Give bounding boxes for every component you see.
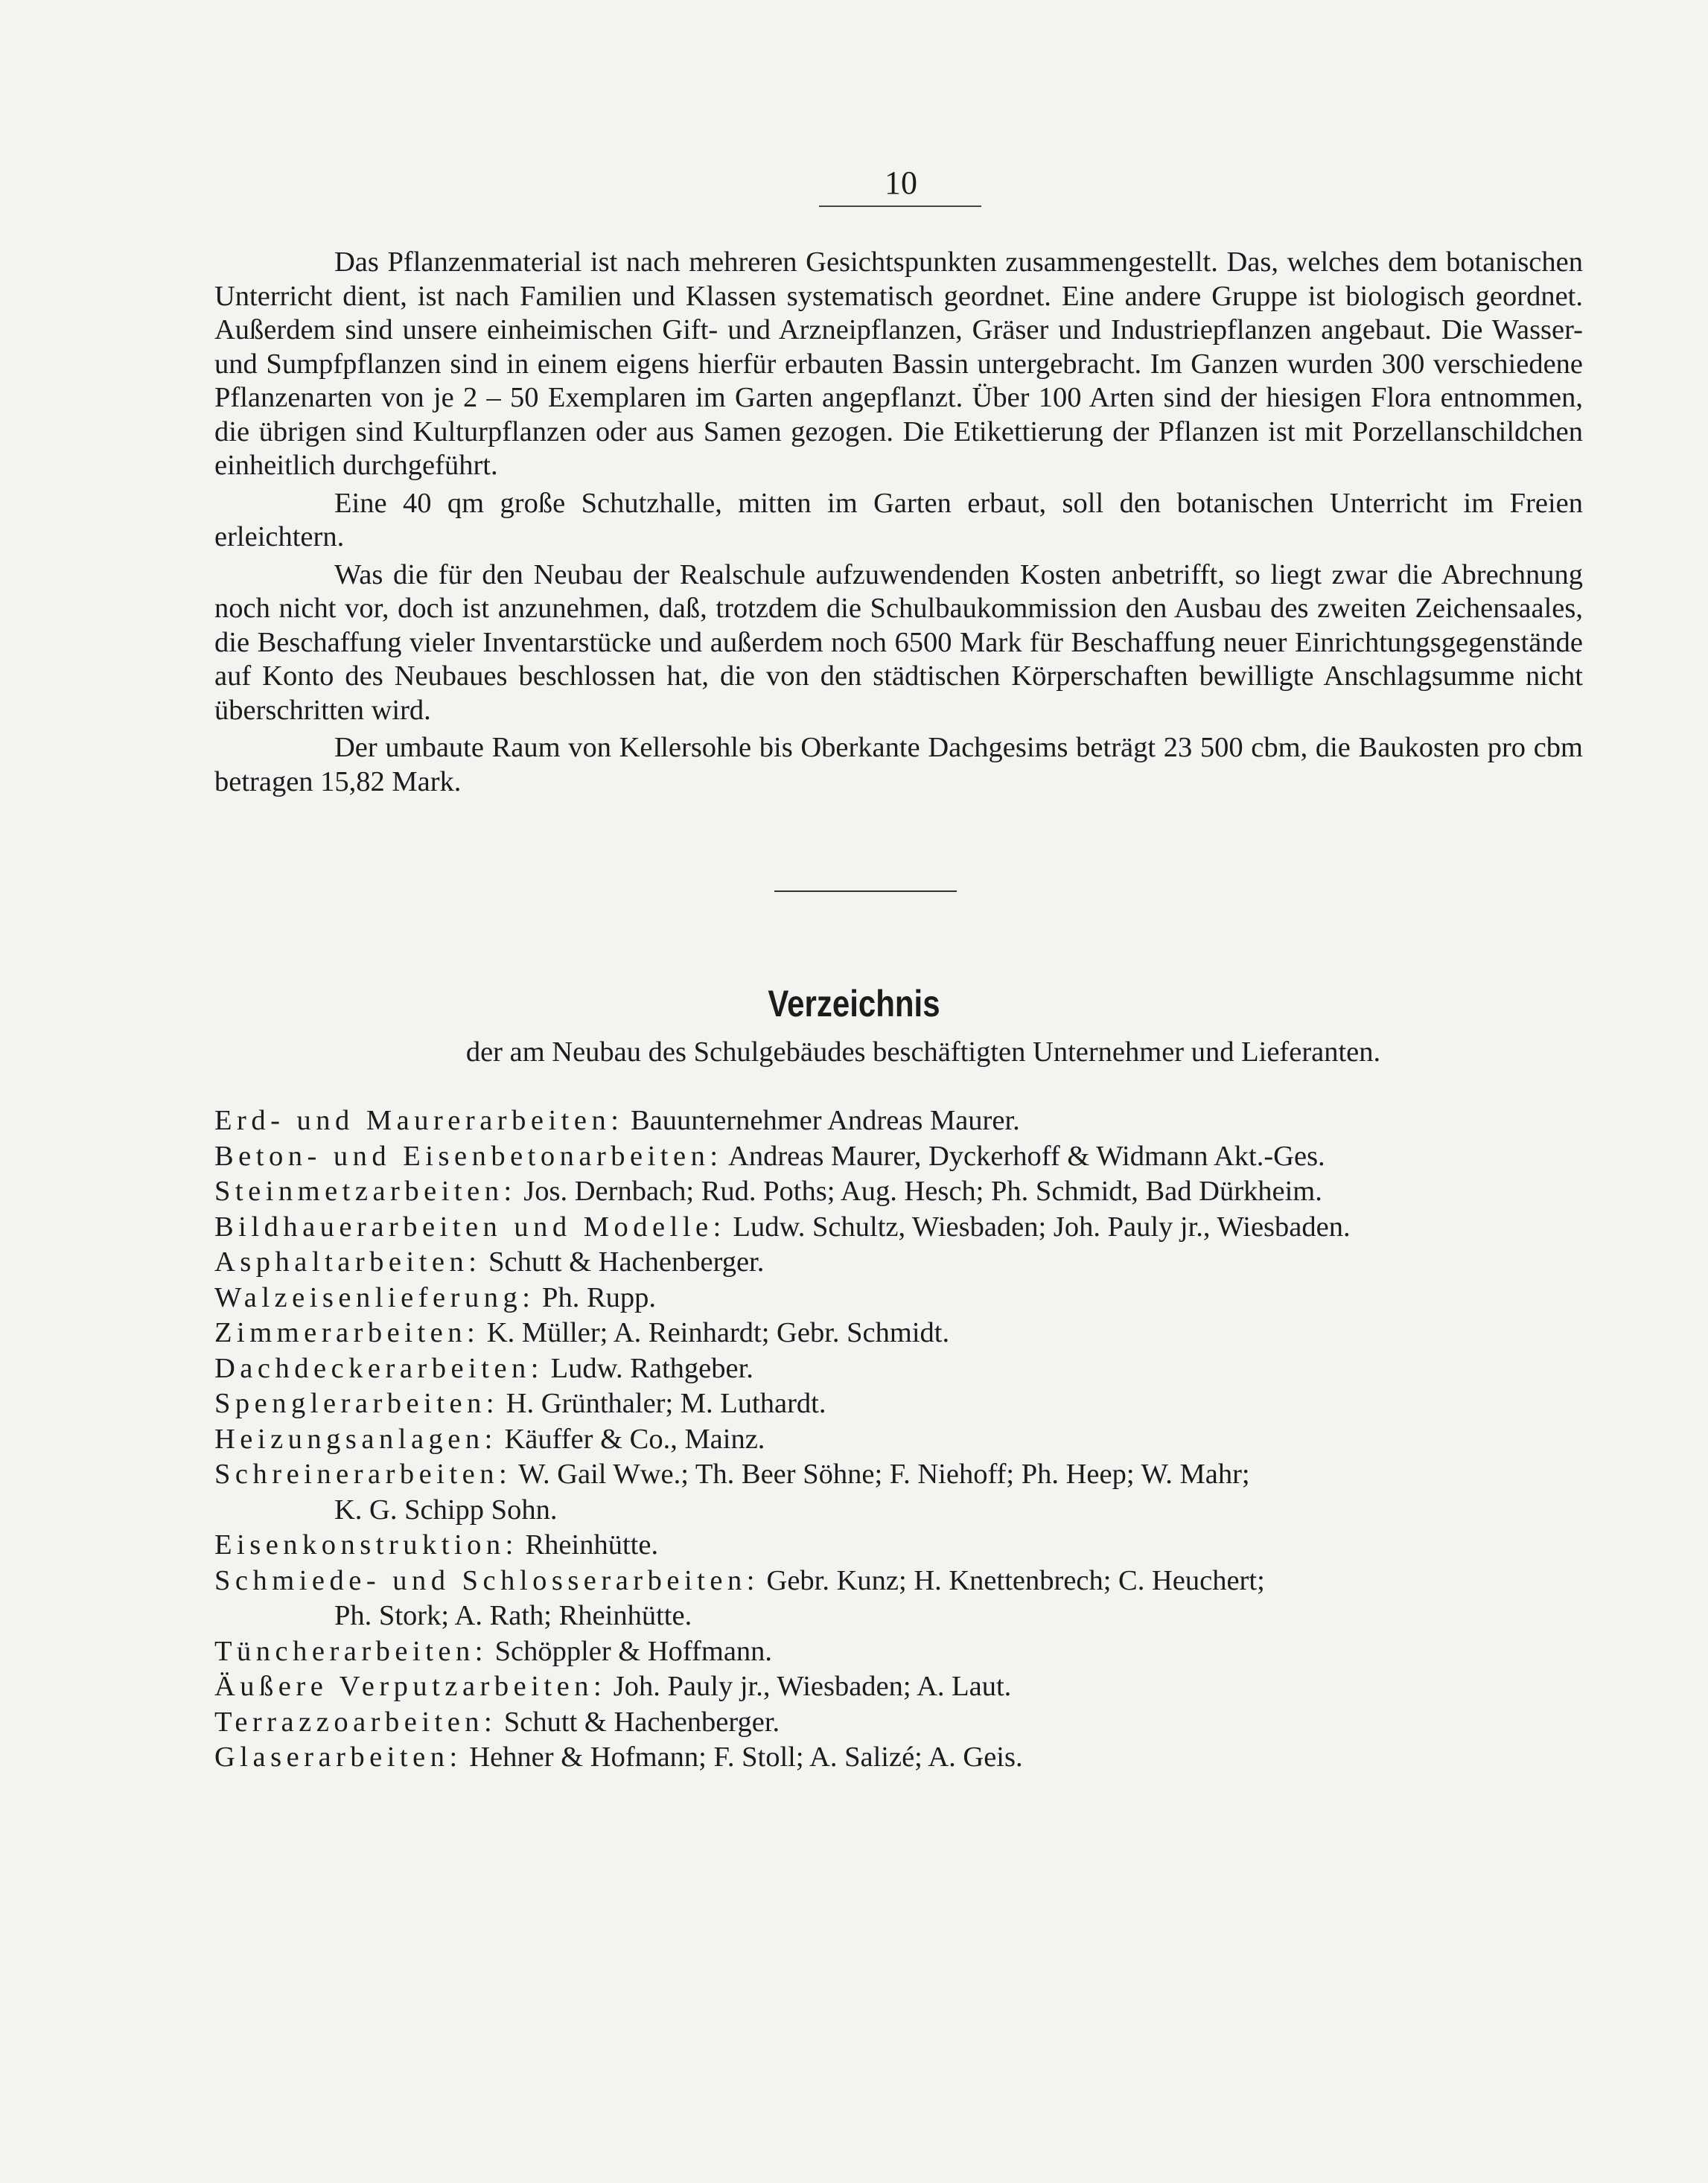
contractor-entry: [214, 1316, 1583, 1351]
contractor-entry: [214, 1669, 1583, 1705]
contractor-names: Andreas Maurer, Dyckerhoff & Widmann Akt.-Ges.: [728, 1140, 1325, 1172]
body-text: [214, 246, 1583, 803]
trade-label: Heizungsanlagen:: [214, 1423, 497, 1455]
contractor-names: Gebr. Kunz; H. Knettenbrech; C. Heuchert;: [766, 1564, 1265, 1596]
contractor-entry: [214, 1210, 1583, 1246]
paragraph: Der umbaute Raum von Kellersohle bis Oberkante Dachgesims beträgt 23 500 cbm, die Baukosten pro cbm betragen 15,82 Mark.: [214, 732, 1583, 797]
trade-label: Erd- und Maurerarbeiten:: [214, 1105, 624, 1136]
trade-label: Walzeisenlieferung:: [214, 1281, 535, 1313]
trade-label: Schreinerarbeiten:: [214, 1459, 512, 1490]
trade-label: Bildhauerarbeiten und Modelle:: [214, 1211, 726, 1243]
contractor-entry: [214, 1457, 1583, 1528]
page-number: 10: [885, 165, 917, 201]
contractor-entry: [214, 1740, 1583, 1776]
contractor-entry: [214, 1103, 1583, 1139]
contractor-names: Jos. Dernbach; Rud. Poths; Aug. Hesch; Ph. Schmidt, Bad Dürkheim.: [523, 1176, 1322, 1207]
contractor-names: Rheinhütte.: [525, 1529, 659, 1561]
contractor-entry: [214, 1422, 1583, 1458]
contractor-names: Ludw. Rathgeber.: [550, 1352, 753, 1384]
contractor-entry: [214, 1351, 1583, 1387]
contractor-names: Schutt & Hachenberger.: [503, 1706, 780, 1738]
contractor-names: Ph. Rupp.: [542, 1281, 656, 1313]
contractor-names-continued: Ph. Stork; A. Rath; Rheinhütte.: [334, 1600, 692, 1631]
contractor-entry: [214, 1705, 1583, 1741]
trade-label: Steinmetzarbeiten:: [214, 1176, 517, 1207]
contractor-names: Joh. Pauly jr., Wiesbaden; A. Laut.: [613, 1671, 1012, 1702]
trade-label: Dachdeckerarbeiten:: [214, 1352, 544, 1384]
trade-label: Asphaltarbeiten:: [214, 1246, 482, 1278]
paragraph: Was die für den Neubau der Realschule aufzuwendenden Kosten anbetrifft, so liegt zwar die Abrechnung noch nicht vor, doch ist anzunehmen, daß, trotzdem die Schulbaukommission den Ausbau des zweiten Zeichensaales, die Beschaffung vieler Inventarstücke und außerdem noch 6500 Mark für Beschaffung neuer Einrichtungsgegenstände auf Konto des Neubaues beschlossen hat, die von den städtischen Körperschaften bewilligte Anschlagsumme nicht überschritten wird.: [214, 558, 1583, 726]
trade-label: Äußere Verputzarbeiten:: [214, 1671, 607, 1702]
trade-label: Spenglerarbeiten:: [214, 1388, 500, 1419]
section-separator: [774, 890, 957, 892]
trade-label: Beton- und Eisenbetonarbeiten:: [214, 1140, 723, 1172]
trade-label: Eisenkonstruktion:: [214, 1529, 518, 1561]
contractor-names: Bauunternehmer Andreas Maurer.: [631, 1105, 1020, 1136]
contractor-entry: [214, 1245, 1583, 1281]
contractor-names: W. Gail Wwe.; Th. Beer Söhne; F. Niehoff; Ph. Heep; W. Mahr;: [518, 1459, 1250, 1490]
contractor-entry: [214, 1634, 1583, 1670]
trade-label: Zimmerarbeiten:: [214, 1317, 480, 1348]
contractor-names: Hehner & Hofmann; F. Stoll; A. Salizé; A. Geis.: [469, 1741, 1023, 1773]
contractor-entry: [214, 1528, 1583, 1564]
contractor-entry: [214, 1174, 1583, 1210]
section-subheading: der am Neubau des Schulgebäudes beschäftigten Unternehmer und Lieferanten.: [465, 1036, 1381, 1068]
trade-label: Glaserarbeiten:: [214, 1741, 462, 1773]
contractor-names: K. Müller; A. Reinhardt; Gebr. Schmidt.: [486, 1317, 950, 1348]
contractor-entry: [214, 1139, 1583, 1175]
contractor-entry: [214, 1386, 1583, 1422]
page-number-rule: [819, 205, 981, 207]
contractor-names-continued: K. G. Schipp Sohn.: [334, 1494, 558, 1526]
contractor-names: Ludw. Schultz, Wiesbaden; Joh. Pauly jr., Wiesbaden.: [733, 1211, 1351, 1243]
contractor-names: H. Grünthaler; M. Luthardt.: [506, 1388, 826, 1419]
contractor-names: Käuffer & Co., Mainz.: [504, 1423, 765, 1455]
trade-label: Terrazzoarbeiten:: [214, 1706, 497, 1738]
contractor-names: Schöppler & Hoffmann.: [494, 1635, 773, 1667]
contractor-list: [214, 1103, 1583, 1776]
section-heading: Verzeichnis: [768, 983, 940, 1024]
contractor-entry: [214, 1564, 1583, 1634]
trade-label: Schmiede- und Schlosserarbeiten:: [214, 1564, 759, 1596]
trade-label: Tüncherarbeiten:: [214, 1635, 488, 1667]
paragraph: Eine 40 qm große Schutzhalle, mitten im Garten erbaut, soll den botanischen Unterricht im Freien erleichtern.: [214, 487, 1583, 552]
contractor-names: Schutt & Hachenberger.: [488, 1246, 765, 1278]
contractor-entry: [214, 1281, 1583, 1316]
paragraph: Das Pflanzenmaterial ist nach mehreren Gesichtspunkten zusammengestellt. Das, welches dem botanischen Unterricht dient, ist nach Familien und Klassen systematisch geordnet. Eine andere Gruppe ist biologisch geordnet. Außerdem sind unsere einheimischen Gift- und Arzneipflanzen, Gräser und Industriepflanzen angebaut. Die Wasser- und Sumpfpflanzen sind in einem eigens hierfür erbauten Bassin untergebracht. Im Ganzen wurden 300 verschiedene Pflanzenarten von je 2 – 50 Exemplaren im Garten angepflanzt. Über 100 Arten sind der hiesigen Flora entnommen, die übrigen sind Kulturpflanzen oder aus Samen gezogen. Die Etikettierung der Pflanzen ist mit Porzellanschildchen einheitlich durchgeführt.: [214, 246, 1583, 481]
